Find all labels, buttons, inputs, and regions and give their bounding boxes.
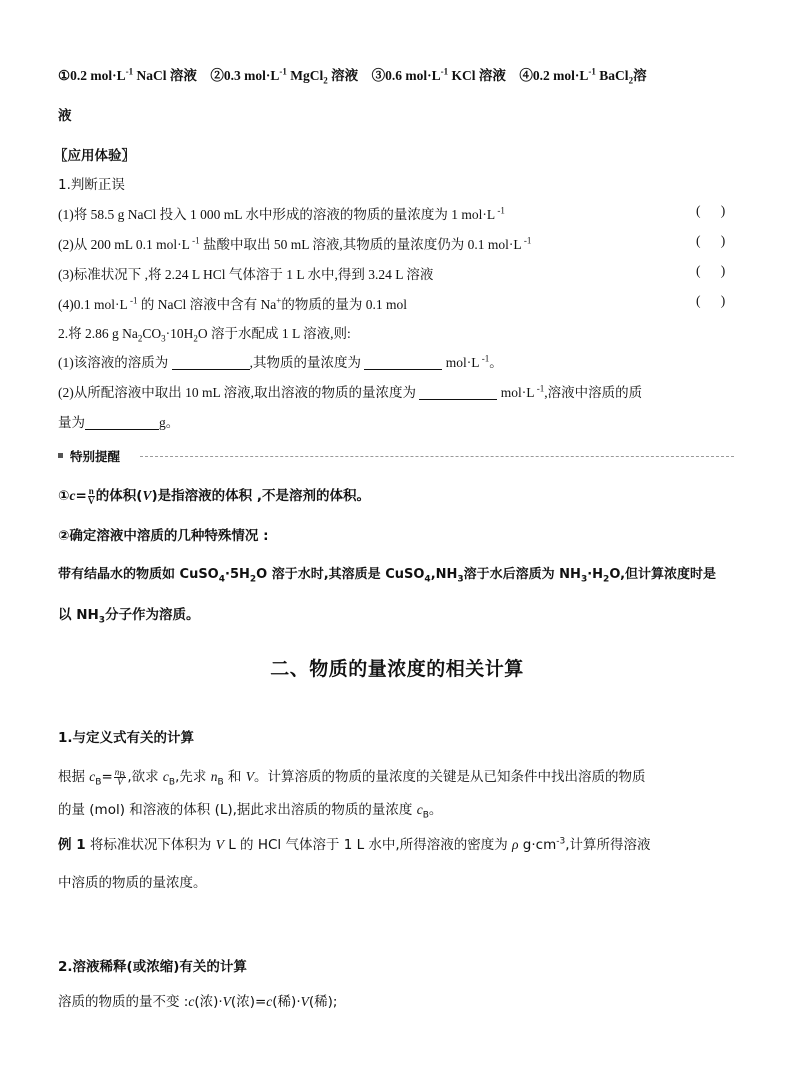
answer-blank-concentration[interactable] [364, 355, 442, 370]
question-text: CO [142, 326, 162, 341]
paragraph-text: (稀)· [272, 994, 301, 1010]
section-title: 二、物质的量浓度的相关计算 [270, 658, 524, 680]
answer-paren-3[interactable]: ( ) [696, 263, 726, 278]
formula-symbol: c [416, 802, 423, 817]
fraction-denominator: V [117, 776, 123, 787]
formula-symbol: V [215, 837, 224, 852]
solution-item-1 [58, 68, 197, 83]
unit-exponent: -1 [479, 353, 490, 364]
paragraph-text: g·cm [518, 837, 557, 853]
formula-symbol: = [101, 769, 113, 785]
paragraph-text: ,先求 [175, 769, 211, 785]
tip-line-4 [58, 603, 200, 626]
solution-item-3 [372, 68, 506, 83]
formula-symbol: c [188, 994, 195, 1009]
subscript: B [95, 777, 102, 788]
tip-text: 分子作为溶质。 [105, 607, 200, 623]
solution-3-rest: KCl 溶液 [448, 68, 506, 83]
solution-4-formula: BaCl [595, 68, 629, 83]
subsection-2-heading: 2.溶液稀释(或浓缩)有关的计算 [58, 959, 247, 975]
paragraph-text: (浓)= [230, 994, 267, 1010]
paragraph-text: 溶质的物质的量不变 : [58, 994, 189, 1010]
answer-paren-2[interactable]: ( ) [696, 233, 726, 248]
question-2-1 [58, 351, 503, 371]
definition-paragraph-line-1 [58, 765, 645, 787]
definition-paragraph-line-2 [58, 798, 443, 821]
question-1-title: 1.判断正误 [58, 177, 125, 193]
charge-superscript: + [276, 295, 282, 306]
example-label: 例 1 [58, 837, 86, 853]
formula-symbol: V [222, 994, 231, 1009]
question-text: (1)将 58.5 g NaCl 投入 1 000 mL 水中形成的溶液的物质的量浓度为 1 mol·L [58, 207, 496, 222]
tip-text: ,NH [430, 567, 458, 582]
question-2-3 [58, 411, 179, 431]
formula-symbol: n [114, 766, 120, 777]
question-text: 盐酸中取出 50 mL 溶液,其物质的量浓度仍为 0.1 mol·L [199, 237, 522, 252]
question-1-2 [58, 233, 531, 253]
formula-symbol: c [89, 769, 96, 784]
paragraph-text: 将标准状况下体积为 [85, 837, 216, 853]
subscript: 4 [424, 574, 431, 585]
answer-paren-4[interactable]: ( ) [696, 293, 726, 308]
question-text: 2.将 2.86 g Na [58, 326, 138, 341]
unit-exponent: -1 [189, 235, 200, 246]
unit-exponent: -1 [588, 66, 596, 77]
subsection-1-heading: 1.与定义式有关的计算 [58, 730, 195, 746]
unit-exponent: -1 [279, 66, 287, 77]
question-text: 的物质的量为 0.1 mol [281, 297, 407, 312]
solution-2-rest: 溶液 [327, 68, 359, 83]
tip-text: 以 NH [58, 607, 99, 623]
tip-text: )是指溶液的体积 ,不是溶剂的体积。 [151, 488, 370, 504]
question-text: (2)从 200 mL 0.1 mol·L [58, 237, 190, 252]
subscript: 3 [580, 574, 588, 585]
formula-symbol: c [162, 769, 169, 784]
question-text: 量为 [58, 415, 85, 430]
paragraph-text: ,欲求 [127, 769, 163, 785]
subscript: B [168, 777, 176, 788]
paragraph-text: ,计算所得溶液 [565, 837, 651, 853]
question-2-title [58, 322, 351, 342]
formula-symbol: n [210, 769, 218, 784]
subscript: 3 [457, 574, 464, 585]
square-bullet-icon [58, 453, 63, 458]
unit-exponent: -1 [125, 66, 134, 77]
solution-2-formula: MgCl [286, 68, 324, 83]
subscript: B [119, 769, 126, 780]
answer-paren-1[interactable]: ( ) [696, 203, 726, 218]
solution-list-wrap: 液 [58, 108, 72, 124]
paragraph-text: 。计算溶质的物质的量浓度的关键是从已知条件中找出溶质的物质 [253, 769, 646, 785]
tip-text: ·H [587, 567, 604, 582]
formula-symbol: ρ [512, 837, 519, 852]
subscript: 4 [218, 574, 226, 585]
tip-text: 溶于水后溶质为 NH [463, 567, 581, 582]
subscript: 2 [137, 333, 143, 344]
unit-exponent: -1 [534, 383, 545, 394]
formula-symbol: = [75, 488, 87, 504]
question-text: mol·L [442, 355, 480, 370]
unit-exponent: -1 [495, 205, 505, 216]
tip-line-1 [58, 484, 370, 506]
tip-text: 的体积( [95, 488, 143, 504]
question-1-3: (3)标准状况下 ,将 2.24 L HCl 气体溶于 1 L 水中,得到 3.24 L 溶液 [58, 267, 434, 282]
answer-blank-mass[interactable] [85, 415, 159, 430]
subscript: 2 [323, 75, 328, 86]
question-text: O 溶于水配成 1 L 溶液,则: [197, 326, 351, 341]
paragraph-text: (浓)· [194, 994, 223, 1010]
question-2-2 [58, 381, 642, 401]
tip-line-3 [58, 563, 717, 585]
tip-text: O 溶于水时,其溶质是 CuSO [256, 567, 425, 582]
tip-text: O,但计算浓度时是 [609, 567, 717, 582]
tip-number: ① [58, 488, 70, 504]
example-1-line-1 [58, 833, 651, 853]
solution-2-text: ②0.3 mol·L [210, 68, 280, 83]
subscript: 2 [249, 574, 257, 585]
question-text: mol·L [497, 385, 535, 400]
unit-exponent: -1 [440, 66, 449, 77]
formula-symbol: V [245, 769, 254, 784]
solution-list-line [58, 64, 647, 84]
formula-symbol: c [266, 994, 273, 1009]
paragraph-text: 的量 (mol) 和溶液的体积 (L),据此求出溶质的物质的量浓度 [58, 802, 417, 818]
question-text: ·10H [165, 326, 194, 341]
example-1-line-2: 中溶质的物质的量浓度。 [58, 875, 207, 891]
solution-item-2 [210, 66, 359, 86]
tip-text: 带有结晶水的物质如 CuSO [58, 567, 219, 582]
fraction-numerator: n [88, 485, 94, 496]
subscript: B [422, 810, 429, 821]
subscript: B [217, 777, 224, 788]
question-text: 的 NaCl 溶液中含有 Na [137, 297, 277, 312]
unit-exponent: -1 [127, 295, 138, 306]
formula-symbol: c [69, 488, 76, 503]
unit-exponent: -3 [556, 836, 566, 847]
paragraph-text: (稀); [308, 994, 338, 1010]
subscript: 3 [98, 615, 106, 626]
question-text: ,其物质的量浓度为 [249, 355, 365, 370]
unit-exponent: -1 [521, 235, 532, 246]
answer-blank-taken-concentration[interactable] [419, 385, 497, 400]
fraction-nb-over-v [114, 768, 127, 787]
subscript: 2 [193, 333, 198, 344]
question-1-1 [58, 203, 505, 223]
practice-heading: 〖应用体验〗 [54, 148, 135, 164]
solution-3-text: ③0.6 mol·L [371, 68, 441, 83]
answer-blank-solute[interactable] [172, 355, 250, 370]
solution-item-4 [519, 66, 647, 86]
subscript: 2 [628, 75, 634, 86]
dilution-formula-line [58, 990, 337, 1010]
subscript: 3 [161, 333, 166, 344]
special-tip-label: 特别提醒 [70, 449, 121, 464]
question-text: 。 [489, 355, 503, 370]
solution-4-text: ④0.2 mol·L [519, 68, 589, 83]
paragraph-text: 根据 [58, 769, 90, 785]
fraction-n-over-v [88, 487, 95, 506]
question-text: (4)0.1 mol·L [58, 297, 128, 312]
special-tip-bar [58, 446, 734, 466]
subscript: 2 [603, 574, 610, 585]
solution-1-text: ①0.2 mol·L [58, 68, 126, 83]
question-text: ,溶液中溶质的质 [544, 385, 643, 400]
dashed-divider [140, 456, 734, 457]
paragraph-text: 。 [428, 802, 443, 818]
fraction-denominator: V [88, 495, 95, 506]
paragraph-text: 和 [223, 769, 246, 785]
solution-1-rest: NaCl 溶液 [133, 68, 197, 83]
question-1-4 [58, 293, 407, 313]
tip-text: ·5H [225, 567, 250, 582]
paragraph-text: L 的 HCl 气体溶于 1 L 水中,所得溶液的密度为 [223, 837, 513, 853]
question-text: (1)该溶液的溶质为 [58, 355, 172, 370]
tip-line-2: ②确定溶液中溶质的几种特殊情况 : [58, 528, 269, 544]
question-text: (2)从所配溶液中取出 10 mL 溶液,取出溶液的物质的量浓度为 [58, 385, 420, 400]
formula-symbol: V [142, 488, 152, 503]
question-text: g。 [159, 415, 180, 430]
formula-symbol: V [300, 994, 309, 1009]
solution-4-rest: 溶 [633, 68, 647, 83]
